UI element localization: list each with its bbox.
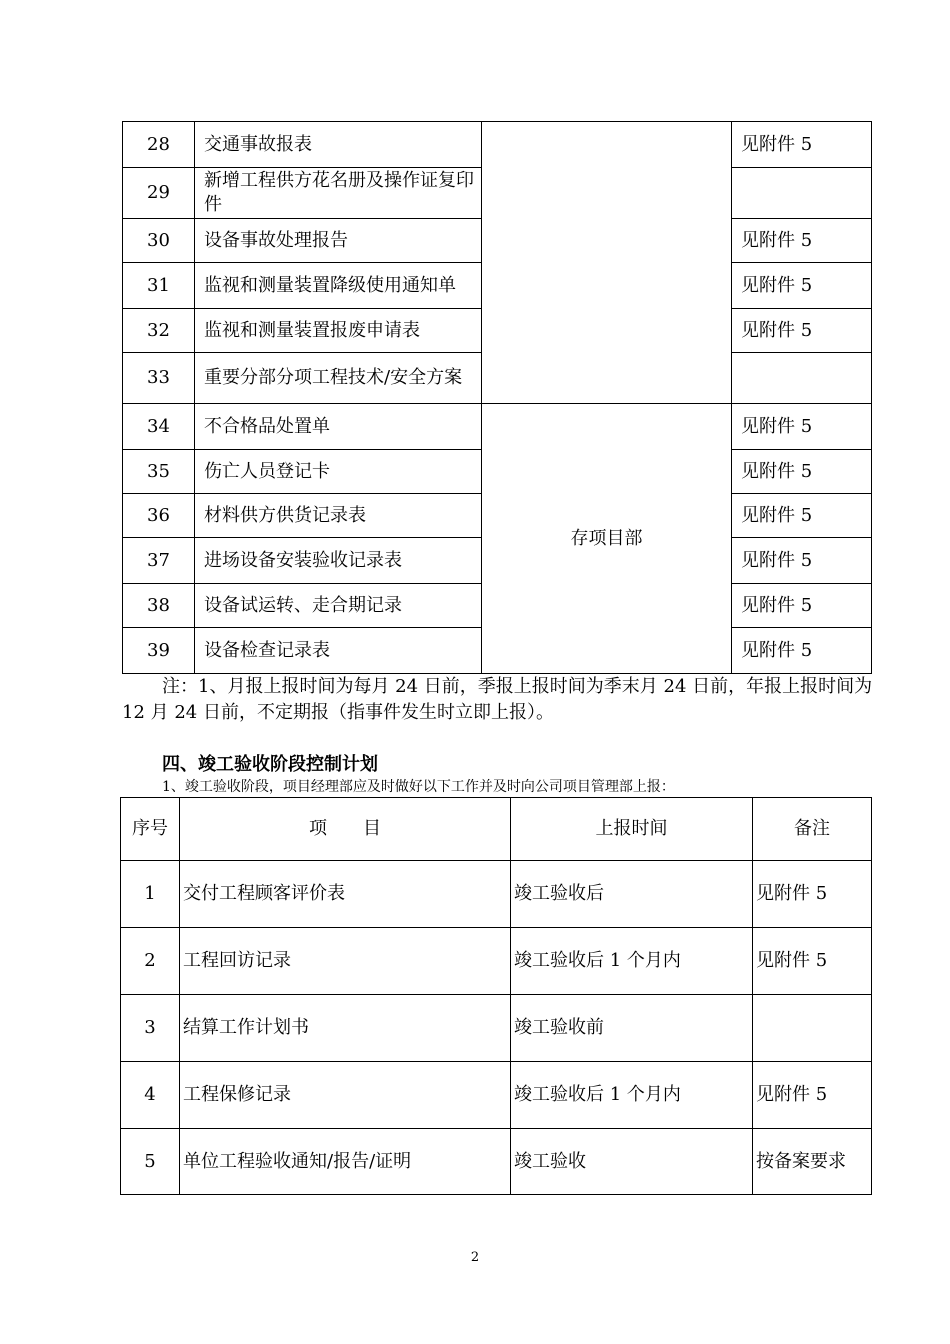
row-item: 单位工程验收通知/报告/证明 — [180, 1129, 511, 1195]
header-remark: 备注 — [753, 798, 872, 861]
row-number: 29 — [123, 168, 195, 219]
header-item: 项 目 — [180, 798, 511, 861]
merged-location-cell: 存项目部 — [482, 404, 732, 674]
row-remark: 见附件 5 — [732, 309, 872, 353]
row-number: 34 — [123, 404, 195, 450]
row-time: 竣工验收前 — [511, 995, 753, 1062]
row-number: 38 — [123, 584, 195, 628]
row-remark: 见附件 5 — [732, 404, 872, 450]
row-remark — [753, 995, 872, 1062]
row-remark: 见附件 5 — [732, 538, 872, 584]
row-remark: 见附件 5 — [732, 122, 872, 168]
row-item: 结算工作计划书 — [180, 995, 511, 1062]
table-row — [121, 861, 872, 928]
table-header-row — [121, 798, 872, 861]
row-number: 2 — [121, 928, 180, 995]
table-row — [123, 404, 872, 450]
row-number: 3 — [121, 995, 180, 1062]
row-item: 材料供方供货记录表 — [195, 494, 482, 538]
row-number: 33 — [123, 353, 195, 404]
row-remark: 见附件 5 — [732, 584, 872, 628]
completion-table — [120, 797, 872, 1195]
row-time: 竣工验收后 1 个月内 — [511, 928, 753, 995]
row-number: 31 — [123, 263, 195, 309]
row-remark: 见附件 5 — [732, 628, 872, 674]
row-number: 30 — [123, 219, 195, 263]
row-item: 新增工程供方花名册及操作证复印件 — [195, 168, 482, 219]
table-row — [121, 1062, 872, 1129]
row-number: 39 — [123, 628, 195, 674]
header-time: 上报时间 — [511, 798, 753, 861]
section-intro: 1、竣工验收阶段，项目经理部应及时做好以下工作并及时向公司项目管理部上报： — [162, 779, 675, 795]
table-row — [121, 928, 872, 995]
row-number: 5 — [121, 1129, 180, 1195]
row-number: 32 — [123, 309, 195, 353]
row-item: 交付工程顾客评价表 — [180, 861, 511, 928]
header-no: 序号 — [121, 798, 180, 861]
section-heading: 四、竣工验收阶段控制计划 — [162, 754, 378, 775]
row-remark: 按备案要求 — [753, 1129, 872, 1195]
row-time: 竣工验收 — [511, 1129, 753, 1195]
row-item: 不合格品处置单 — [195, 404, 482, 450]
table-row — [121, 995, 872, 1062]
row-number: 36 — [123, 494, 195, 538]
row-item: 进场设备安装验收记录表 — [195, 538, 482, 584]
row-time: 竣工验收后 — [511, 861, 753, 928]
row-item: 监视和测量装置报废申请表 — [195, 309, 482, 353]
row-remark: 见附件 5 — [732, 263, 872, 309]
row-item: 设备试运转、走合期记录 — [195, 584, 482, 628]
row-remark: 见附件 5 — [732, 219, 872, 263]
row-number: 28 — [123, 122, 195, 168]
row-number: 37 — [123, 538, 195, 584]
row-item: 设备事故处理报告 — [195, 219, 482, 263]
row-remark: 见附件 5 — [753, 928, 872, 995]
row-number: 1 — [121, 861, 180, 928]
table-row — [123, 122, 872, 168]
row-item: 设备检查记录表 — [195, 628, 482, 674]
row-item: 伤亡人员登记卡 — [195, 450, 482, 494]
row-remark: 见附件 5 — [753, 1062, 872, 1129]
row-remark: 见附件 5 — [732, 450, 872, 494]
merged-location-cell-top — [482, 122, 732, 404]
row-number: 4 — [121, 1062, 180, 1129]
row-item: 重要分部分项工程技术/安全方案 — [195, 353, 482, 404]
row-remark — [732, 168, 872, 219]
row-item: 工程保修记录 — [180, 1062, 511, 1129]
row-remark — [732, 353, 872, 404]
page-number: 2 — [470, 1250, 480, 1265]
table-row — [121, 1129, 872, 1195]
footnote: 注：1、月报上报时间为每月 24 日前，季报上报时间为季末月 24 日前，年报上报时间为 12 月 24 日前，不定期报（指事件发生时立即上报）。 — [122, 676, 873, 723]
row-remark: 见附件 5 — [732, 494, 872, 538]
row-item: 工程回访记录 — [180, 928, 511, 995]
row-time: 竣工验收后 1 个月内 — [511, 1062, 753, 1129]
row-item: 交通事故报表 — [195, 122, 482, 168]
report-table-continued — [122, 121, 872, 674]
row-remark: 见附件 5 — [753, 861, 872, 928]
row-number: 35 — [123, 450, 195, 494]
row-item: 监视和测量装置降级使用通知单 — [195, 263, 482, 309]
